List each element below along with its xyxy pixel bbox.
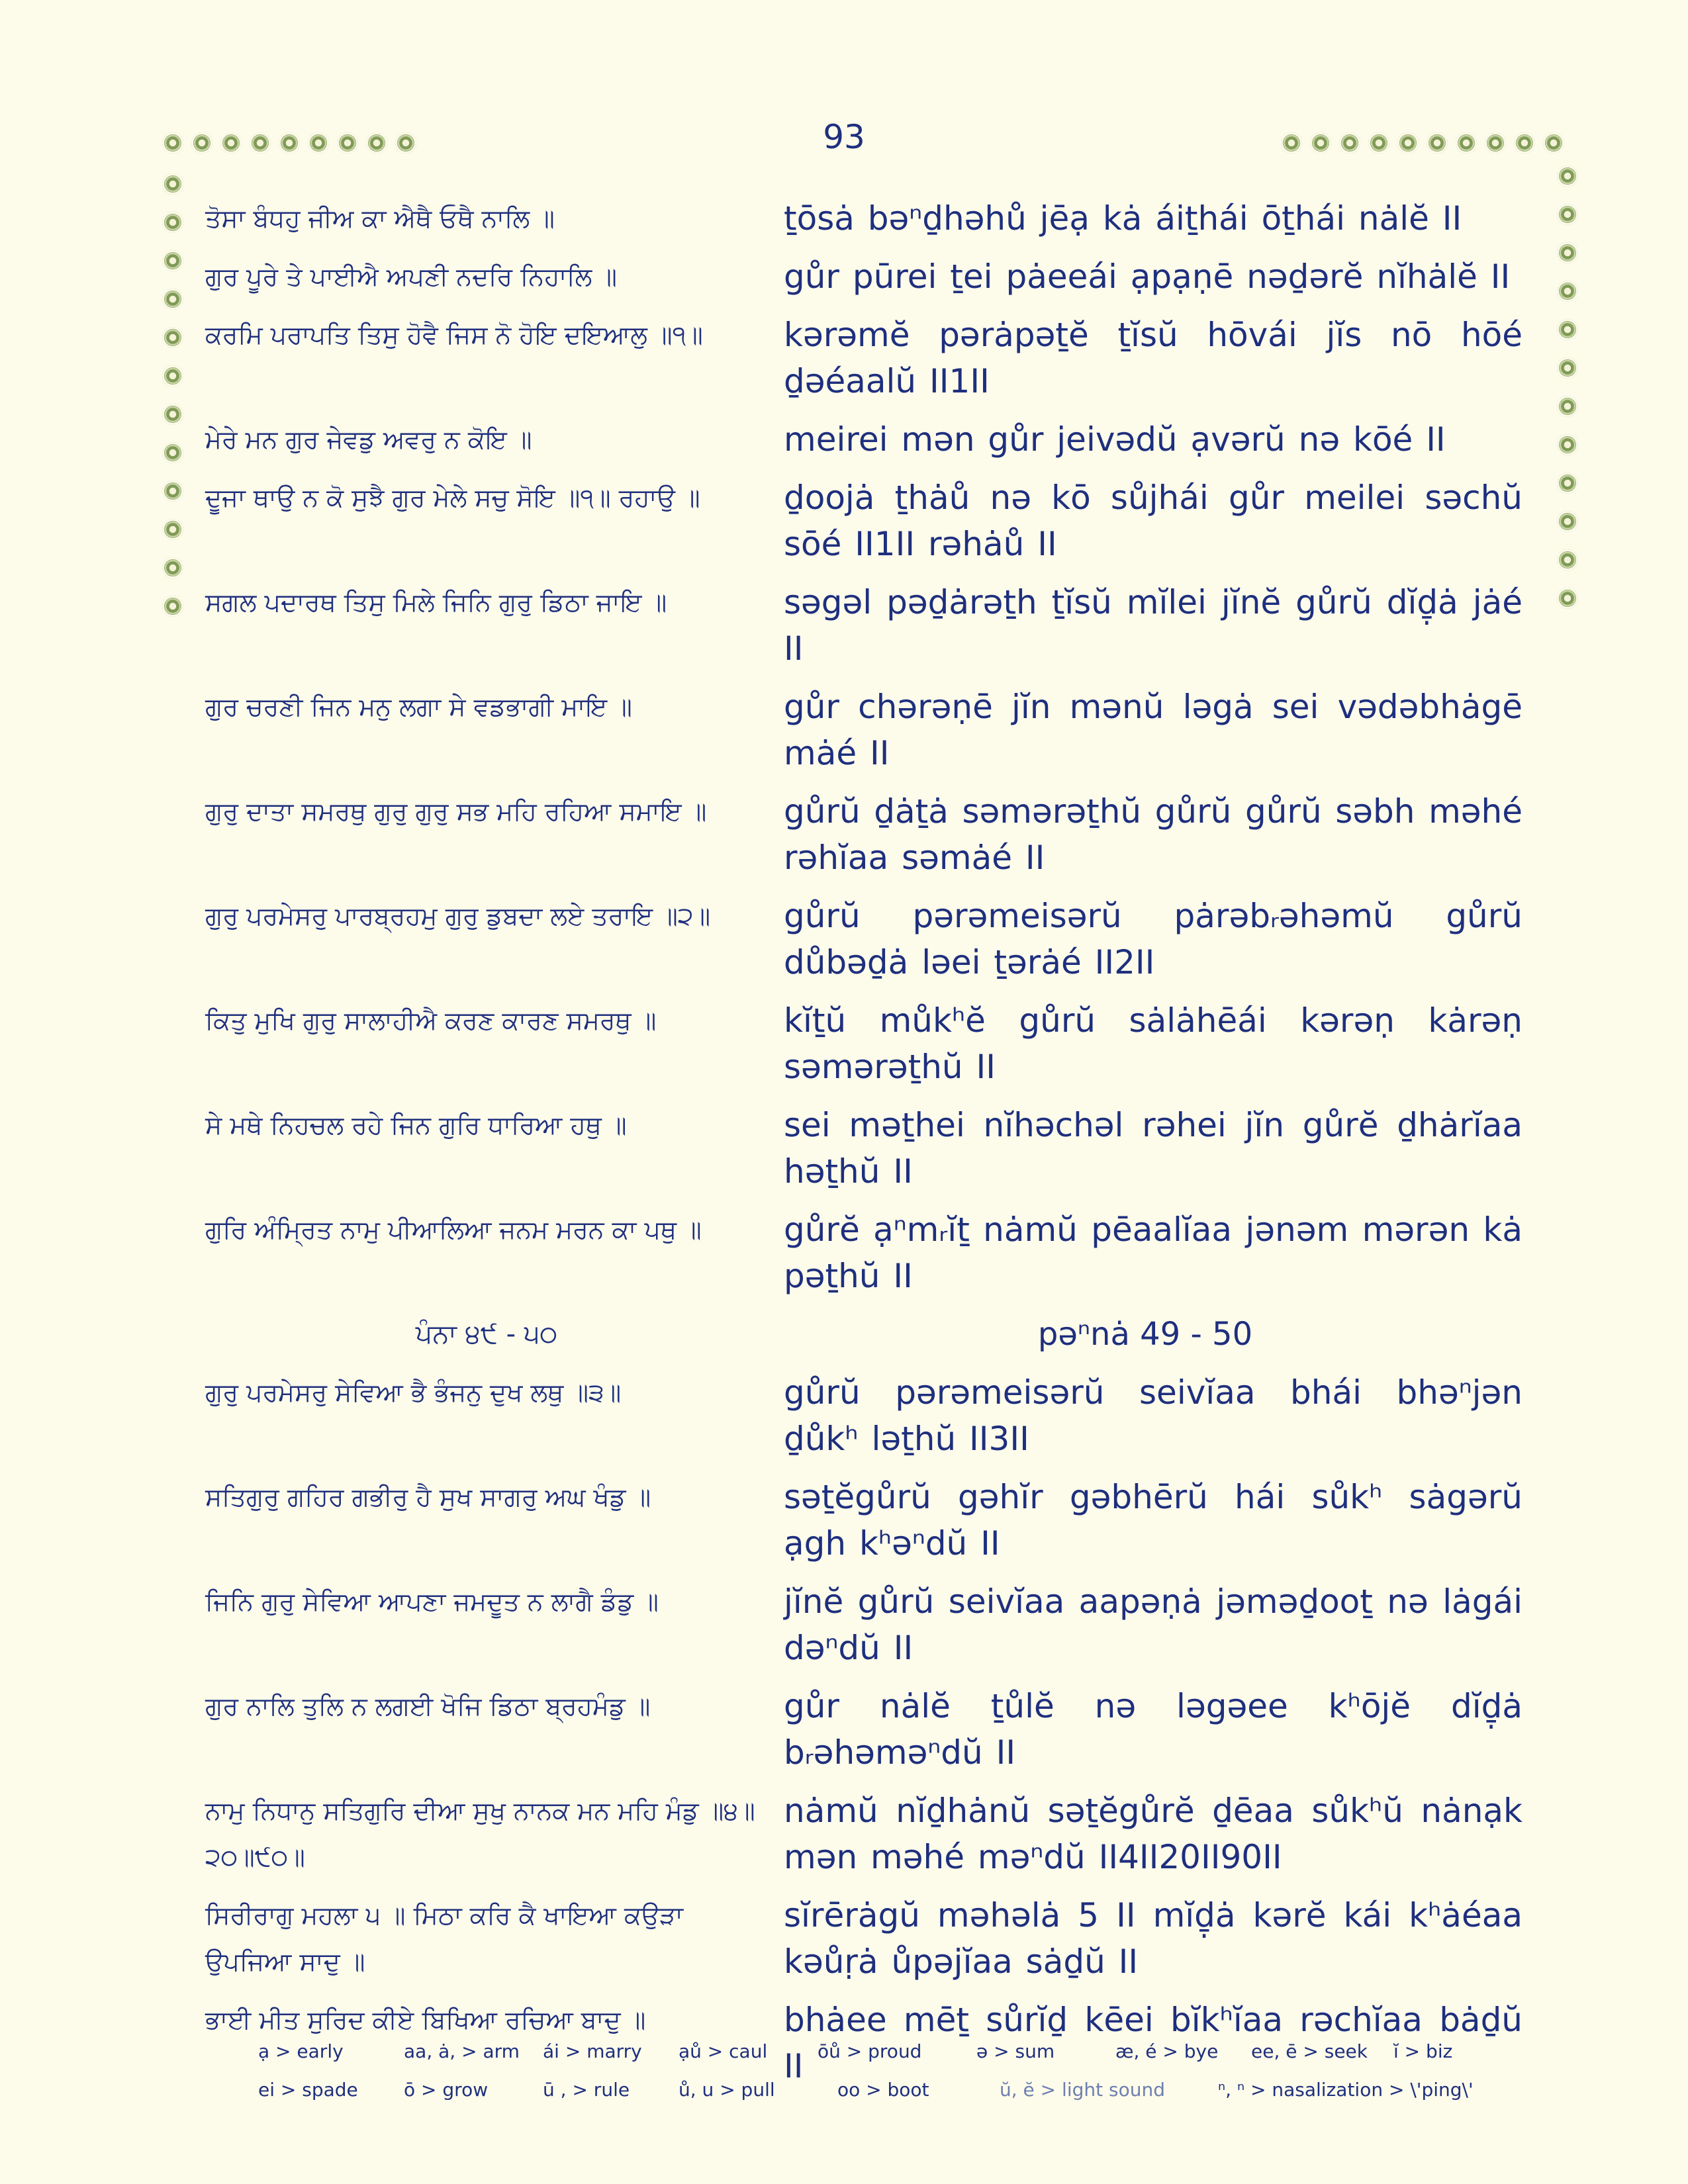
gurmukhi-text: ਤੋਸਾ ਬੰਧਹੁ ਜੀਅ ਕਾ ਐਥੈ ਓਥੈ ਨਾਲਿ ॥ (205, 204, 555, 233)
flower-icon (162, 327, 183, 348)
verse-row (205, 253, 1523, 300)
transliteration-text: gůrŭ pərəmeisərŭ seivĭaa bhái bhəⁿjən ḏůkʰ ləṯhŭ II3II (784, 1373, 1523, 1458)
verse-row (205, 416, 1523, 463)
legend-item: ⁿ, ⁿ > nasalization > \'ping\' (1218, 2078, 1474, 2101)
transliteration-text: nȧmŭ nĭḏhȧnŭ səṯĕgůrĕ ḏēaa sůkʰŭ nȧnạk mən məhé məⁿdŭ II4II20II90II (784, 1792, 1523, 1876)
flower-icon (250, 132, 271, 154)
legend-item: ĭ > biz (1393, 2040, 1453, 2062)
verse-row (205, 195, 1523, 242)
legend-item: ů, u > pull (679, 2078, 775, 2101)
flower-icon (308, 132, 329, 154)
flower-icon (1557, 434, 1578, 455)
flower-icon (1456, 132, 1477, 154)
legend-row (258, 2032, 1516, 2070)
gurmukhi-text: ਭਾਈ ਮੀਤ ਸੁਰਿਦ ਕੀਏ ਬਿਖਿਆ ਰਚਿਆ ਬਾਦੁ ॥ (205, 2005, 646, 2034)
legend-item: ōů > proud (818, 2040, 922, 2062)
transliteration-text: meirei mən gůr jeivədŭ ạvərŭ nə kōé II (784, 420, 1446, 459)
legend-item: aa, ȧ, > arm (404, 2040, 520, 2062)
verse-content (205, 195, 1523, 2101)
page-reference-gurmukhi: ਪੰਨਾ ੪੯ - ੫੦ (415, 1319, 558, 1349)
verse-row (205, 1788, 1523, 1880)
transliteration-text: bhȧee mēṯ sůrĭḏ kēei bĭkʰĭaa rəchĭaa bȧḏŭ II (784, 2001, 1523, 2085)
flower-icon (1557, 319, 1578, 340)
legend-item: ō > grow (404, 2078, 489, 2101)
flower-icon (162, 557, 183, 578)
transliteration-text: gůrŭ ḏȧṯȧ səmərəṯhŭ gůrŭ gůrŭ səbh məhé rəhĭaa səmȧé II (784, 792, 1523, 877)
flower-icon (162, 212, 183, 233)
gurmukhi-text: ਗੁਰ ਚਰਣੀ ਜਿਨ ਮਨੁ ਲਗਾ ਸੇ ਵਡਭਾਗੀ ਮਾਇ ॥ (205, 692, 632, 721)
gurmukhi-text: ਸਿਰੀਰਾਗੁ ਮਹਲਾ ੫ ॥ ਮਿਠਾ ਕਰਿ ਕੈ ਖਾਇਆ ਕਉੜਾ ਉਪਜਿਆ ਸਾਦੁ ॥ (205, 1901, 684, 1976)
transliteration-text: gůr chərəṇē jĭn mənŭ ləgȧ sei vədəbhȧgē mȧé II (784, 688, 1523, 772)
gurmukhi-text: ਕਿਤੁ ਮੁਖਿ ਗੁਰੁ ਸਾਲਾਹੀਐ ਕਰਣ ਕਾਰਣ ਸਮਰਥੁ ॥ (205, 1006, 657, 1035)
flower-icon (1557, 204, 1578, 225)
legend-item: ee, ē > seek (1251, 2040, 1368, 2062)
transliteration-text: ḏoojȧ ṯhȧů nə kō sůjhái gůr meilei səchŭ sōé II1II rəhȧů II (784, 478, 1523, 563)
flower-icon (1397, 132, 1419, 154)
flower-icon (162, 442, 183, 463)
flower-icon (395, 132, 416, 154)
verse-row (205, 997, 1523, 1090)
flower-icon (162, 250, 183, 271)
transliteration-text: ṯōsȧ bəⁿḏhəhů jēạ kȧ áiṯhái ōṯhái nȧlĕ II (784, 199, 1462, 238)
flower-icon (1557, 165, 1578, 187)
flower-icon (162, 365, 183, 387)
transliteration-text: sei məṯhei nĭhəchəl rəhei jĭn gůrĕ ḏhȧrĭaa həṯhŭ II (784, 1106, 1523, 1191)
verse-row (205, 893, 1523, 985)
legend-item: ŭ, ĕ > light sound (1000, 2078, 1165, 2101)
legend-item: ə > sum (976, 2040, 1055, 2062)
gurmukhi-text: ਗੁਰੁ ਪਰਮੇਸਰੁ ਪਾਰਬ੍ਰਹਮੁ ਗੁਰੁ ਡੁਬਦਾ ਲਏ ਤਰਾਇ ॥੨॥ (205, 901, 711, 931)
gurmukhi-text: ਜਿਨਿ ਗੁਰੁ ਸੇਵਿਆ ਆਪਣਾ ਜਮਦੂਤ ਨ ਲਾਗੈ ਡੰਡੁ ॥ (205, 1587, 659, 1616)
verse-row (205, 312, 1523, 404)
flower-icon (1543, 132, 1564, 154)
transliteration-text: gůrĕ ạⁿmᵣĭṯ nȧmŭ pēaalĭaa jənəm mərən kȧ pəṯhŭ II (784, 1210, 1523, 1295)
transliteration-text: səgəl pəḏȧrəṯh ṯĭsŭ mĭlei jĭnĕ gůrŭ dĭḏ̣ȧ jȧé II (784, 583, 1523, 668)
flower-icon (1557, 396, 1578, 417)
flower-border-top-left (162, 132, 416, 154)
gurmukhi-text: ਸਤਿਗੁਰੁ ਗਹਿਰ ਗਭੀਰੁ ਹੈ ਸੁਖ ਸਾਗਰੁ ਅਘ ਖੰਡੁ ॥ (205, 1482, 651, 1512)
page-reference-translit: pəⁿnȧ 49 - 50 (1037, 1316, 1253, 1353)
verse-row (205, 1683, 1523, 1776)
legend-item: ái > marry (543, 2040, 642, 2062)
verse-row (205, 579, 1523, 672)
verse-row (205, 684, 1523, 776)
page-reference (205, 1311, 1523, 1357)
flower-icon (1339, 132, 1360, 154)
gurmukhi-text: ਨਾਮੁ ਨਿਧਾਨੁ ਸਤਿਗੁਰਿ ਦੀਆ ਸੁਖੁ ਨਾਨਕ ਮਨ ਮਹਿ ਮੰਡੁ ॥੪॥੨੦॥੯੦॥ (205, 1796, 755, 1872)
transliteration-text: gůrŭ pərəmeisərŭ pȧrəbᵣəhəmŭ gůrŭ důbəḏȧ ləei ṯərȧé II2II (784, 897, 1523, 981)
verse-row (205, 1369, 1523, 1462)
flower-icon (1557, 511, 1578, 532)
gurmukhi-text: ਗੁਰੁ ਪਰਮੇਸਰੁ ਸੇਵਿਆ ਭੈ ਭੰਜਨੁ ਦੁਖ ਲਥੁ ॥੩॥ (205, 1378, 622, 1407)
flower-icon (337, 132, 358, 154)
verse-row (205, 1578, 1523, 1671)
flower-icon (162, 480, 183, 502)
flower-border-left (162, 173, 183, 617)
page-number: 93 (823, 118, 865, 156)
flower-icon (1557, 281, 1578, 302)
flower-icon (162, 519, 183, 540)
gurmukhi-text: ਸਗਲ ਪਦਾਰਥ ਤਿਸੁ ਮਿਲੇ ਜਿਨਿ ਗੁਰੁ ਡਿਠਾ ਜਾਇ ॥ (205, 588, 667, 617)
flower-icon (1310, 132, 1331, 154)
flower-icon (1514, 132, 1535, 154)
transliteration-text: gůr pūrei ṯei pȧeeái ạpạṇē nəḏərĕ nĭhȧlĕ II (784, 257, 1511, 296)
pronunciation-legend (258, 2032, 1516, 2109)
legend-item: ū , > rule (543, 2078, 630, 2101)
flower-icon (1557, 473, 1578, 494)
verse-row (205, 1474, 1523, 1567)
flower-icon (366, 132, 387, 154)
flower-icon (162, 404, 183, 425)
gurmukhi-text: ਮੇਰੇ ਮਨ ਗੁਰ ਜੇਵਡੁ ਅਵਰੁ ਨ ਕੋਇ ॥ (205, 425, 532, 454)
flower-border-right (1557, 165, 1578, 609)
transliteration-text: sĭrērȧgŭ məhəlȧ 5 II mĭḏ̣ȧ kərĕ kái kʰȧéaa kəůṛȧ ůpəjĭaa sȧḏŭ II (784, 1896, 1523, 1981)
verse-row (205, 1892, 1523, 1985)
transliteration-text: səṯĕgůrŭ gəhĭr gəbhērŭ hái sůkʰ sȧgərŭ ạgh kʰəⁿdŭ II (784, 1478, 1523, 1563)
flower-icon (162, 596, 183, 617)
flower-border-top-right (1281, 132, 1564, 154)
flower-icon (162, 132, 183, 154)
flower-icon (279, 132, 300, 154)
legend-item: ạ > early (258, 2040, 344, 2062)
flower-icon (1485, 132, 1506, 154)
flower-icon (1557, 588, 1578, 609)
legend-item: æ, é > bye (1115, 2040, 1219, 2062)
legend-item: oo > boot (837, 2078, 929, 2101)
flower-icon (1557, 242, 1578, 263)
flower-icon (1368, 132, 1389, 154)
verse-row (205, 475, 1523, 567)
transliteration-text: kərəmĕ pərȧpəṯĕ ṯĭsŭ hōvái jĭs nō hōé ḏəéaalŭ II1II (784, 316, 1523, 400)
verse-row (205, 1102, 1523, 1195)
flower-icon (1427, 132, 1448, 154)
flower-icon (220, 132, 242, 154)
gurmukhi-text: ਗੁਰਿ ਅੰਮ੍ਰਿਤ ਨਾਮੁ ਪੀਆਲਿਆ ਜਨਮ ਮਰਨ ਕਾ ਪਥੁ ॥ (205, 1215, 702, 1244)
gurmukhi-text: ਗੁਰ ਨਾਲਿ ਤੁਲਿ ਨ ਲਗਈ ਖੋਜਿ ਡਿਠਾ ਬ੍ਰਹਮੰਡੁ ॥ (205, 1692, 651, 1721)
flower-icon (1281, 132, 1302, 154)
transliteration-text: kĭṯŭ můkʰĕ gůrŭ sȧlȧhēái kərəṇ kȧrəṇ səmərəṯhŭ II (784, 1001, 1523, 1086)
legend-item: ạů > caul (679, 2040, 768, 2062)
gurmukhi-text: ਗੁਰ ਪੂਰੇ ਤੇ ਪਾਈਐ ਅਪਣੀ ਨਦਰਿ ਨਿਹਾਲਿ ॥ (205, 262, 617, 291)
flower-icon (1557, 549, 1578, 570)
flower-icon (162, 173, 183, 195)
legend-item: ei > spade (258, 2078, 358, 2101)
gurmukhi-text: ਦੂਜਾ ਥਾਉ ਨ ਕੋ ਸੁਝੈ ਗੁਰ ਮੇਲੇ ਸਚੁ ਸੋਇ ॥੧॥ ਰਹਾਉ ॥ (205, 483, 700, 512)
flower-icon (162, 289, 183, 310)
flower-icon (191, 132, 212, 154)
flower-icon (1557, 357, 1578, 379)
legend-row (258, 2070, 1516, 2109)
gurmukhi-text: ਗੁਰੁ ਦਾਤਾ ਸਮਰਥੁ ਗੁਰੁ ਗੁਰੁ ਸਭ ਮਹਿ ਰਹਿਆ ਸਮਾਇ ॥ (205, 797, 707, 826)
verse-row (205, 788, 1523, 881)
transliteration-text: jĭnĕ gůrŭ seivĭaa aapəṇȧ jəməḏooṯ nə lȧgái dəⁿdŭ II (784, 1582, 1523, 1667)
gurmukhi-text: ਕਰਮਿ ਪਰਾਪਤਿ ਤਿਸੁ ਹੋਵੈ ਜਿਸ ਨੋ ਹੋਇ ਦਇਆਲੁ ॥੧॥ (205, 320, 703, 349)
gurmukhi-text: ਸੇ ਮਥੇ ਨਿਹਚਲ ਰਹੇ ਜਿਨ ਗੁਰਿ ਧਾਰਿਆ ਹਥੁ ॥ (205, 1111, 627, 1140)
transliteration-text: gůr nȧlĕ ṯůlĕ nə ləgəee kʰōjĕ dĭḏ̣ȧ bᵣəhəməⁿdŭ II (784, 1687, 1523, 1772)
verse-row (205, 1206, 1523, 1299)
